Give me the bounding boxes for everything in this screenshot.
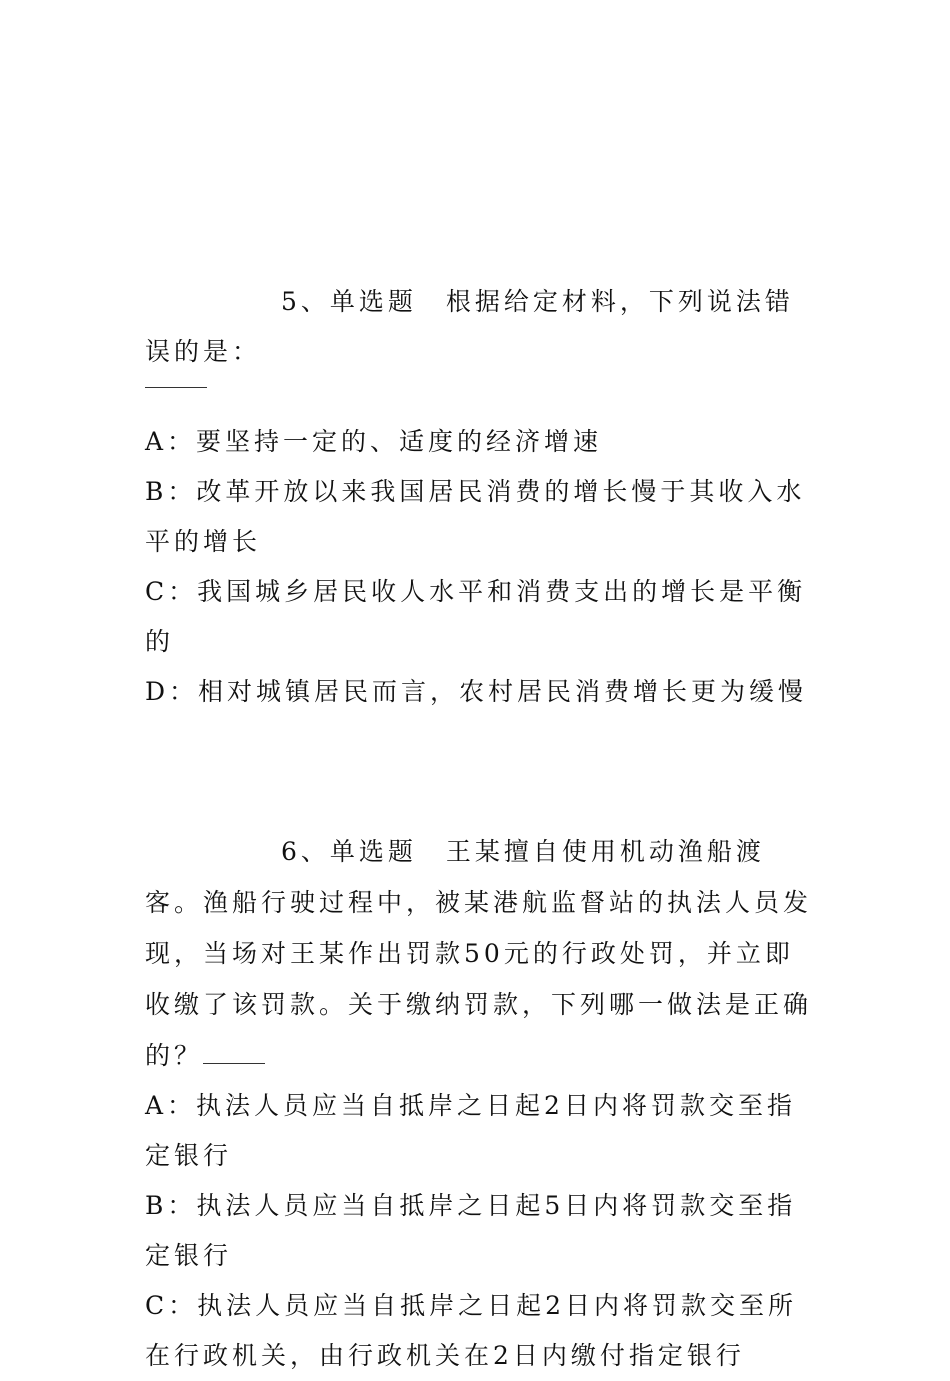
question-6-stem-text: 6、单选题 王某擅自使用机动渔船渡客。渔船行驶过程中，被某港航监督站的执法人员发现，当场对王某作出罚款50元的行政处罚，并立即收缴了该罚款。关于缴纳罚款，下列哪一做法是正确的？ — [145, 837, 813, 1070]
option-c: C：我国城乡居民收人水平和消费支出的增长是平衡的 — [145, 577, 807, 656]
answer-blank — [145, 387, 207, 388]
question-6-stem — [145, 826, 813, 1081]
question-6 — [145, 826, 813, 1381]
option-a: A：要坚持一定的、适度的经济增速 — [145, 427, 603, 456]
answer-blank — [203, 1063, 265, 1064]
question-5-stem: 5、单选题 根据给定材料，下列说法错误的是： — [145, 287, 794, 366]
option-a: A：执法人员应当自抵岸之日起2日内将罚款交至指定银行 — [145, 1091, 796, 1170]
option-d: D：相对城镇居民而言，农村居民消费增长更为缓慢 — [145, 677, 808, 706]
option-c: C：执法人员应当自抵岸之日起2日内将罚款交至所在行政机关，由行政机关在2日内缴付指定银行 — [145, 1291, 798, 1370]
answer-blank-line — [145, 377, 813, 417]
option-b: B：执法人员应当自抵岸之日起5日内将罚款交至指定银行 — [145, 1191, 797, 1270]
option-b: B：改革开放以来我国居民消费的增长慢于其收入水平的增长 — [145, 477, 806, 556]
question-5 — [145, 277, 813, 717]
